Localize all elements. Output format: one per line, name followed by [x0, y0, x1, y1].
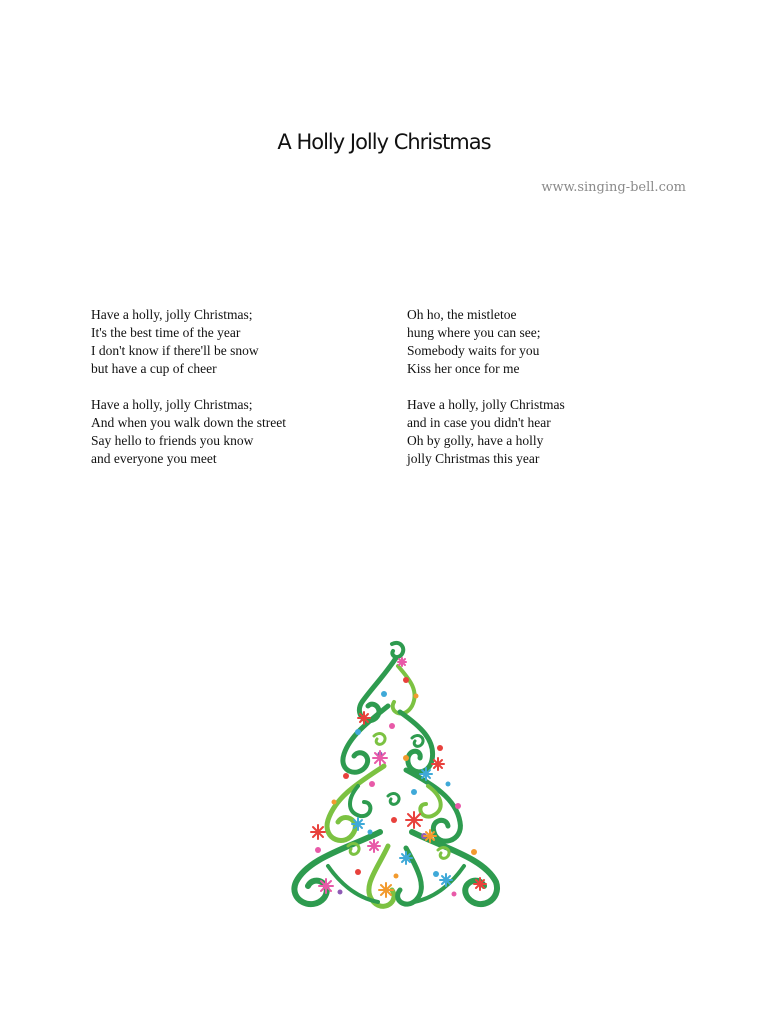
website-link: www.singing-bell.com	[541, 180, 686, 195]
stanza-left-1	[91, 306, 286, 378]
lyric-line: Somebody waits for you	[407, 343, 540, 358]
lyric-line: Have a holly, jolly Christmas	[407, 397, 565, 412]
stanza-left-2	[91, 396, 286, 468]
lyric-line: jolly Christmas this year	[407, 451, 540, 466]
lyric-line: and everyone you meet	[91, 451, 217, 466]
lyrics-column-left	[91, 306, 286, 486]
lyric-line: Oh by golly, have a holly	[407, 433, 544, 448]
lyric-line: hung where you can see;	[407, 325, 541, 340]
lyric-line: Have a holly, jolly Christmas;	[91, 397, 253, 412]
lyric-line: It's the best time of the year	[91, 325, 241, 340]
lyric-line: Kiss her once for me	[407, 361, 520, 376]
lyric-line: Have a holly, jolly Christmas;	[91, 307, 253, 322]
lyric-line: Oh ho, the mistletoe	[407, 307, 517, 322]
stanza-right-1	[407, 306, 565, 378]
lyric-line: Say hello to friends you know	[91, 433, 254, 448]
stanza-right-2	[407, 396, 565, 468]
page-title: A Holly Jolly Christmas	[277, 130, 491, 154]
christmas-tree-icon	[288, 636, 504, 920]
lyrics-column-right	[407, 306, 565, 486]
lyric-line: and in case you didn't hear	[407, 415, 551, 430]
lyric-line: And when you walk down the street	[91, 415, 286, 430]
lyric-line: I don't know if there'll be snow	[91, 343, 259, 358]
lyric-line: but have a cup of cheer	[91, 361, 217, 376]
